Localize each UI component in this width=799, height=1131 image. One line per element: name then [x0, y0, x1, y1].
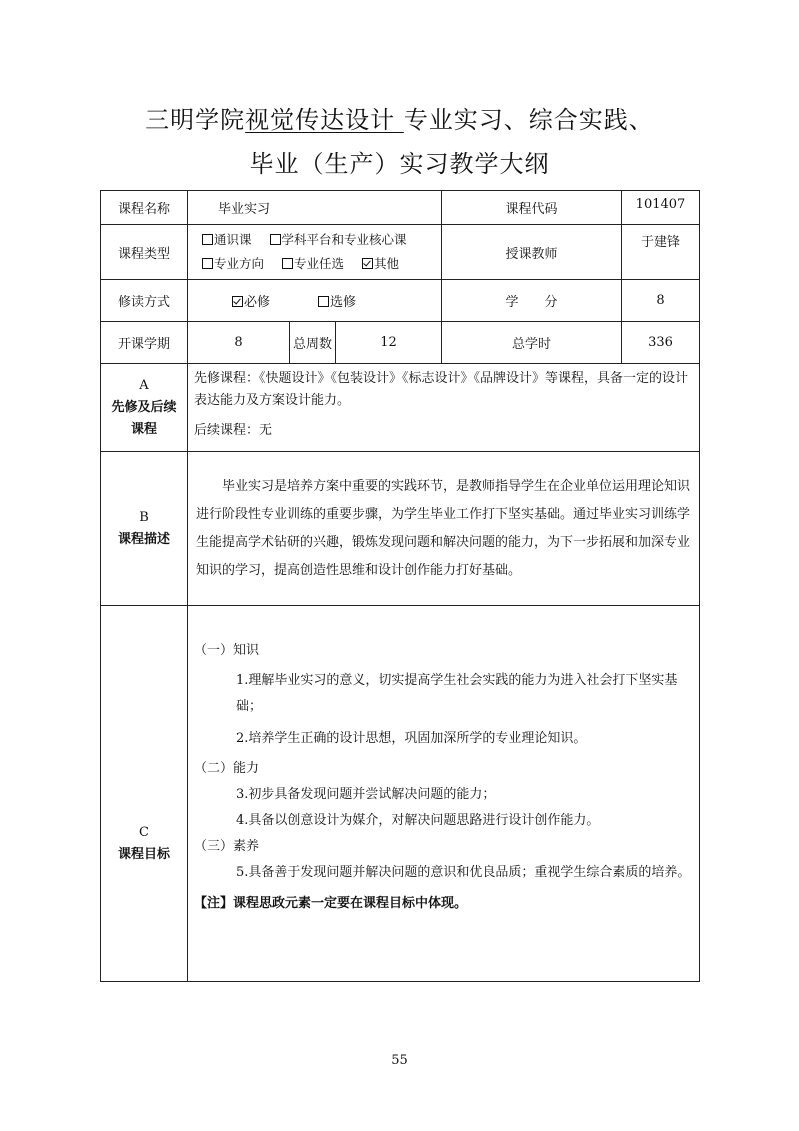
credit-label: 学 分	[442, 280, 622, 322]
row-section-c	[101, 606, 700, 982]
study-mode-options	[188, 280, 442, 322]
follow-up-courses: 后续课程：无	[194, 423, 273, 438]
goal-item-4: 4.具备以创意设计为媒介，对解决问题思路进行设计创作能力。	[236, 813, 600, 828]
title-prefix: 三明学院	[145, 106, 246, 134]
page-number: 55	[391, 1053, 408, 1068]
option-general[interactable]: 通识课	[202, 232, 252, 247]
section-c-content	[188, 606, 700, 982]
row-course-name	[101, 191, 700, 225]
section-b-content	[188, 452, 700, 606]
weeks-label: 总周数	[290, 322, 336, 364]
section-c-label: C 课程目标	[101, 606, 188, 982]
hours-value: 336	[622, 322, 700, 364]
goal-item-3: 3.初步具备发现问题并尝试解决问题的能力；	[236, 787, 496, 802]
term-label: 开课学期	[101, 322, 188, 364]
hours-label: 总学时	[442, 322, 622, 364]
goal-heading-knowledge: （一）知识	[194, 643, 260, 658]
goal-item-2: 2.培养学生正确的设计思想，巩固加深所学的专业理论知识。	[236, 731, 587, 746]
course-type-label: 课程类型	[101, 225, 188, 280]
checkbox-other[interactable]	[362, 258, 373, 269]
page-title-line-2: 毕业（生产）实习教学大纲	[249, 150, 550, 178]
goal-heading-ability: （二）能力	[194, 761, 260, 776]
study-mode-label: 修读方式	[101, 280, 188, 322]
syllabus-table	[100, 190, 700, 982]
option-elective[interactable]: 专业任选	[282, 256, 344, 271]
course-name-label: 课程名称	[101, 191, 188, 225]
title-suffix: 专业实习、综合实践、	[403, 106, 654, 134]
teacher-label: 授课教师	[442, 225, 622, 280]
row-course-type	[101, 225, 700, 280]
option-direction[interactable]: 专业方向	[202, 256, 264, 271]
checkbox-general[interactable]	[202, 234, 213, 245]
option-other[interactable]: 其他	[362, 256, 399, 271]
checkbox-required[interactable]	[232, 296, 243, 307]
checkbox-optional[interactable]	[318, 296, 329, 307]
title-major-underlined: 视觉传达设计	[245, 106, 404, 134]
row-section-a	[101, 364, 700, 452]
page-title-line-1	[0, 100, 799, 135]
goal-heading-quality: （三）素养	[194, 839, 260, 854]
course-name-value: 毕业实习	[188, 191, 442, 225]
teacher-value: 于建锋	[622, 225, 700, 280]
weeks-value: 12	[336, 322, 442, 364]
checkbox-core[interactable]	[270, 234, 281, 245]
goal-item-1: 1.理解毕业实习的意义，切实提高学生社会实践的能力为进入社会打下坚实基础；	[236, 673, 678, 714]
prerequisite-courses: 先修课程：《快题设计》《包装设计》《标志设计》《品牌设计》等课程，具备一定的设计表达能力及方案设计能力。	[194, 371, 689, 408]
credit-value: 8	[622, 280, 700, 322]
section-a-label: A 先修及后续 课程	[101, 364, 188, 452]
option-optional[interactable]: 选修	[318, 295, 356, 310]
course-code-label: 课程代码	[442, 191, 622, 225]
option-core[interactable]: 学科平台和专业核心课	[270, 232, 407, 247]
option-required[interactable]: 必修	[232, 295, 270, 310]
section-b-label: B 课程描述	[101, 452, 188, 606]
section-a-content	[188, 364, 700, 452]
term-value: 8	[188, 322, 290, 364]
row-section-b	[101, 452, 700, 606]
ideology-note: 【注】课程思政元素一定要在课程目标中体现。	[194, 896, 468, 911]
course-type-options	[188, 225, 442, 280]
row-term	[101, 322, 700, 364]
course-code-value: 101407	[622, 191, 700, 225]
row-study-mode	[101, 280, 700, 322]
checkbox-direction[interactable]	[202, 258, 213, 269]
goal-item-5: 5.具备善于发现问题并解决问题的意识和优良品质；重视学生综合素质的培养。	[236, 865, 691, 880]
checkbox-elective[interactable]	[282, 258, 293, 269]
course-description: 毕业实习是培养方案中重要的实践环节，是教师指导学生在企业单位运用理论知识进行阶段性专业训练的重要步骤，为学生毕业工作打下坚实基础。通过毕业实习训练学生能提高学术钻研的兴趣，锻炼发现问题和解决问题的能力，为下一步拓展和加深专业知识的学习，提高创造性思维和设计创作能力打好基础。	[196, 478, 691, 578]
